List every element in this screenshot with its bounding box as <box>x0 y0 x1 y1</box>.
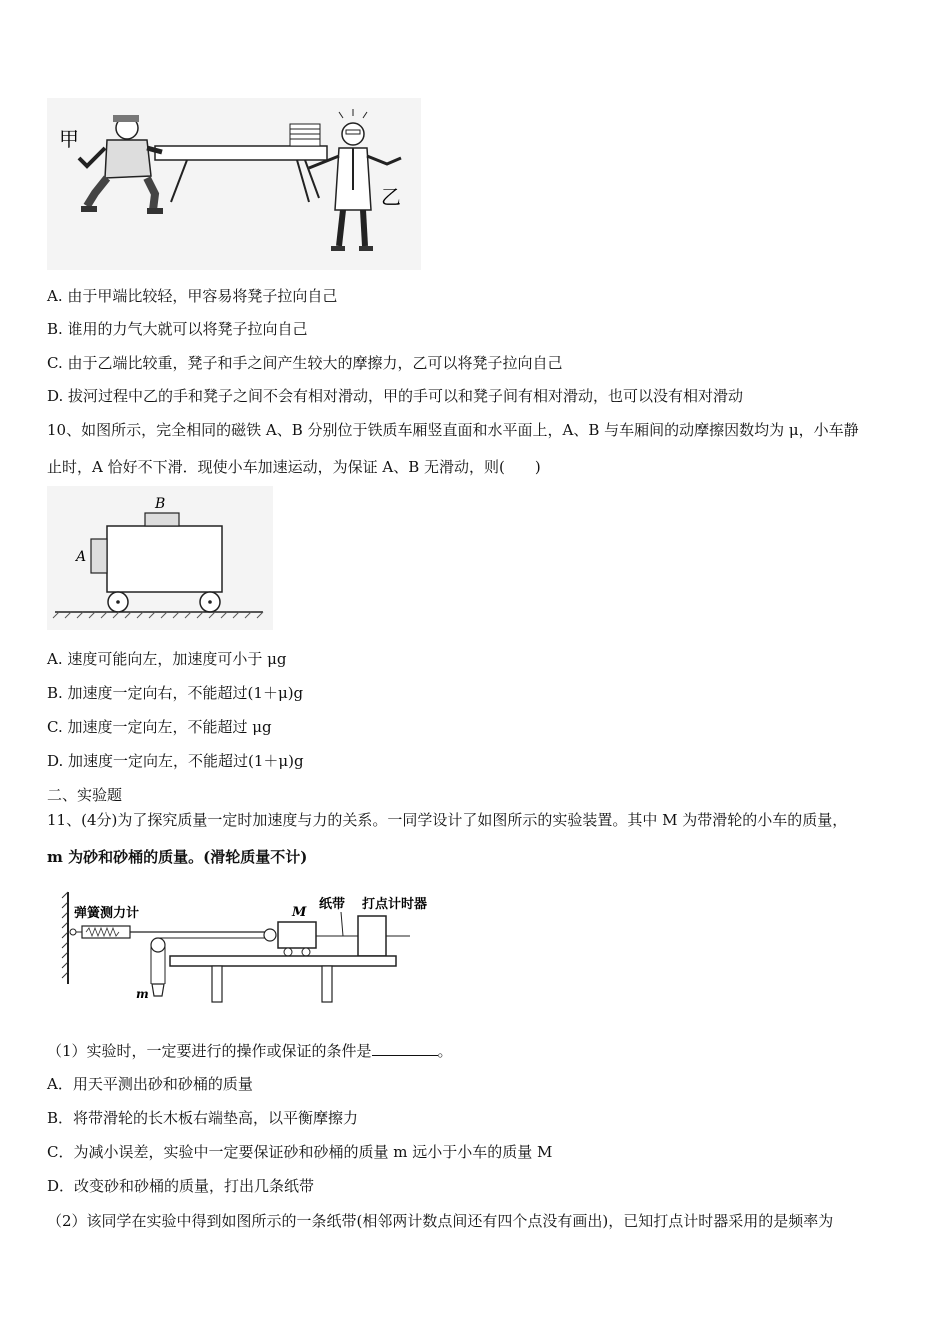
q9-option-a: A. 由于甲端比较轻，甲容易将凳子拉向自己 <box>47 287 338 305</box>
q9-option-d: D. 拔河过程中乙的手和凳子之间不会有相对滑动，甲的手可以和凳子间有相对滑动，也可以没有相对滑动 <box>47 387 744 405</box>
q10-option-a: A. 速度可能向左，加速度可小于 μg <box>47 650 287 668</box>
q11-option-d: D．改变砂和砂桶的质量，打出几条纸带 <box>47 1177 315 1195</box>
label-yi: 乙 <box>381 185 401 209</box>
q9-option-c: C. 由于乙端比较重，凳子和手之间产生较大的摩擦力，乙可以将凳子拉向自己 <box>47 354 563 372</box>
q11-option-a: A．用天平测出砂和砂桶的质量 <box>47 1075 253 1093</box>
q10-stem-line1: 10、如图所示，完全相同的磁铁 A、B 分别位于铁质车厢竖直面和水平面上，A、B 与车厢间的动摩擦因数均为 μ，小车静 <box>47 421 859 439</box>
q10-stem-line2: 止时，A 恰好不下滑．现使小车加速运动，为保证 A、B 无滑动，则( ) <box>47 458 541 476</box>
label-timer: 打点计时器 <box>362 897 428 912</box>
experiment-apparatus-figure <box>60 888 428 1012</box>
q11-stem-line2: m 为砂和砂桶的质量。(滑轮质量不计) <box>47 848 308 866</box>
tug-of-war-figure <box>47 98 421 270</box>
q11-option-c: C．为减小误差，实验中一定要保证砂和砂桶的质量 m 远小于小车的质量 M <box>47 1143 553 1161</box>
label-paper-tape: 纸带 <box>319 897 346 912</box>
label-bucket-mass: m <box>136 987 149 1001</box>
q11-part1-prefix: （1）实验时，一定要进行的操作或保证的条件是 <box>47 1042 372 1060</box>
q9-option-b: B. 谁用的力气大就可以将凳子拉向自己 <box>47 320 308 338</box>
q10-option-d: D. 加速度一定向左，不能超过(1＋μ)g <box>47 752 304 770</box>
cart-magnet-figure <box>47 486 273 630</box>
q11-part1-suffix: 。 <box>437 1042 453 1060</box>
magnet-b <box>145 513 179 526</box>
answer-blank <box>372 1041 438 1056</box>
label-jia: 甲 <box>59 127 79 151</box>
q11-part2: （2）该同学在实验中得到如图所示的一条纸带(相邻两计数点间还有四个点没有画出)，已知打点计时器采用的是频率为 <box>47 1212 834 1230</box>
q10-option-b: B. 加速度一定向右，不能超过(1＋μ)g <box>47 684 304 702</box>
q10-option-c: C. 加速度一定向左，不能超过 μg <box>47 718 272 736</box>
label-magnet-a: A <box>76 549 87 565</box>
section-heading: 二、实验题 <box>47 786 123 804</box>
label-cart-mass: M <box>292 905 307 920</box>
label-spring-scale: 弹簧测力计 <box>74 906 140 921</box>
label-magnet-b: B <box>155 496 166 512</box>
q11-option-b: B．将带滑轮的长木板右端垫高，以平衡摩擦力 <box>47 1109 359 1127</box>
magnet-a <box>91 539 107 573</box>
cart-body <box>107 526 222 592</box>
q11-part1 <box>47 1040 453 1061</box>
q11-stem-line1: 11、(4分)为了探究质量一定时加速度与力的关系。一同学设计了如图所示的实验装置。其中 M 为带滑轮的小车的质量， <box>47 811 848 829</box>
